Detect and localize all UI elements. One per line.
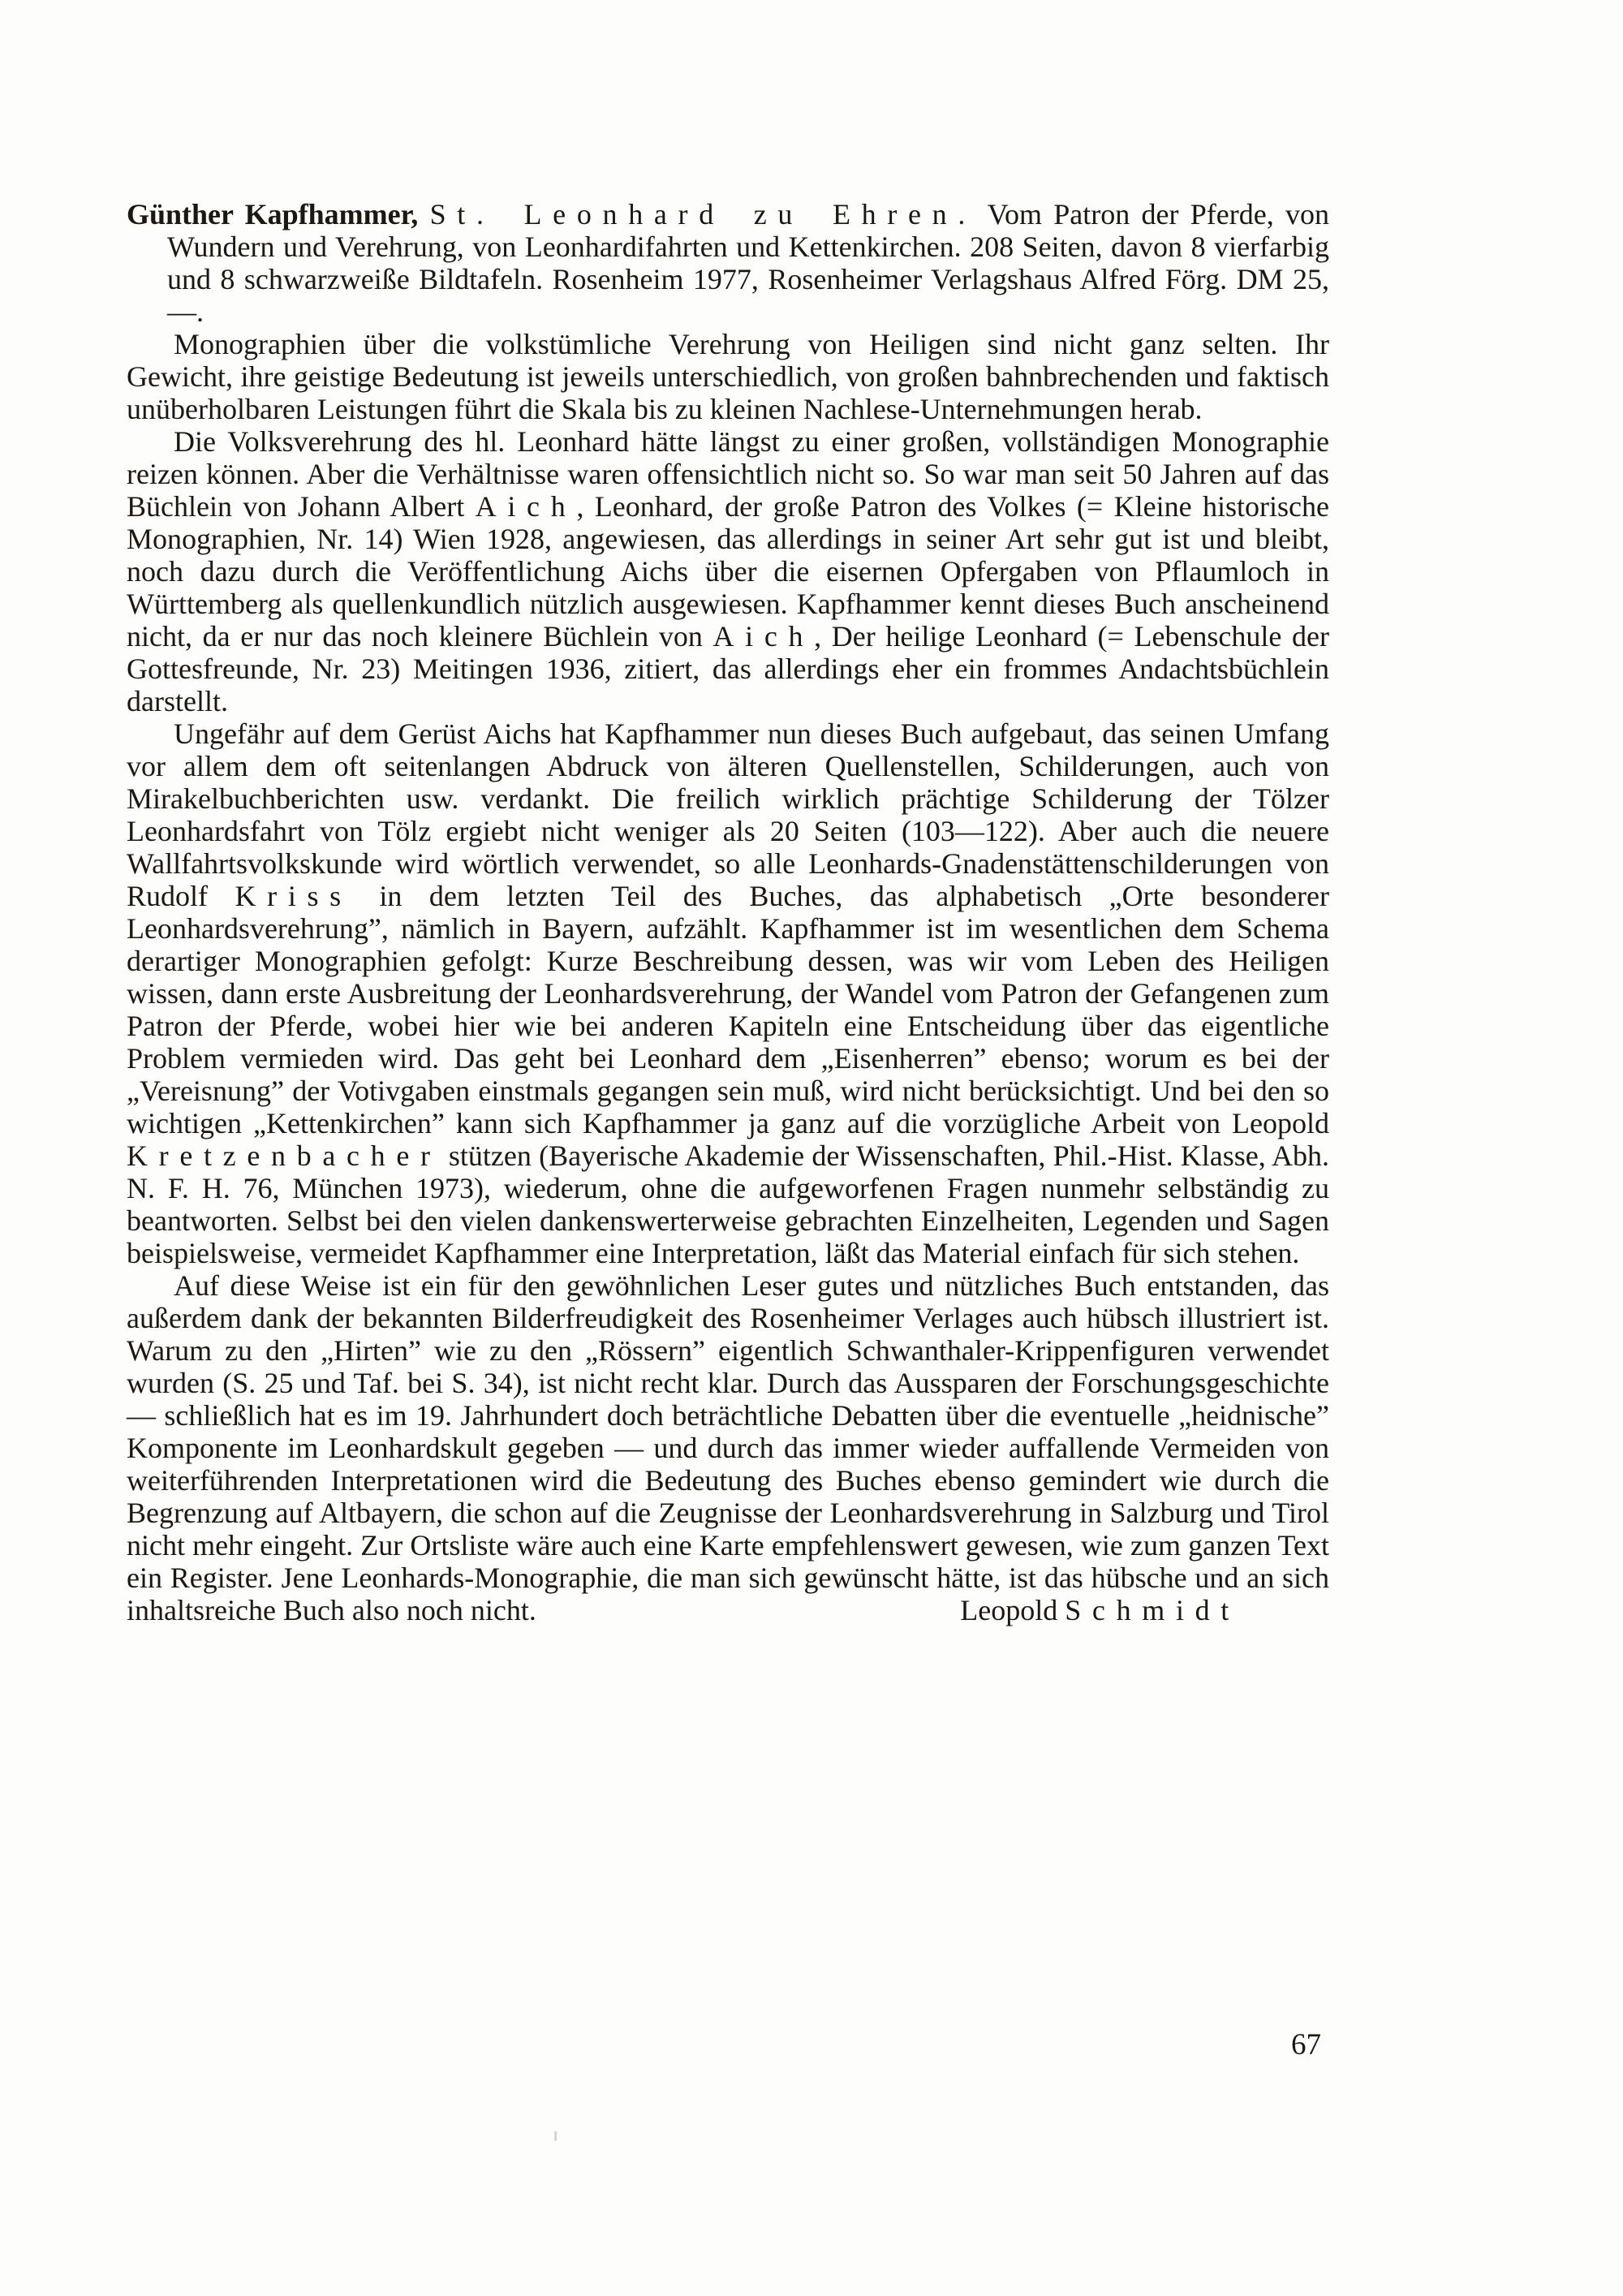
paragraph	[127, 425, 1329, 717]
review-text-block	[127, 198, 1329, 1626]
reviewer-first-name: Leopold	[960, 1594, 1065, 1626]
letterspaced-name: Aich	[475, 490, 577, 523]
author-name: Günther Kapfhammer,	[127, 198, 430, 230]
page-number: 67	[1291, 2028, 1321, 2061]
paragraph	[127, 198, 1329, 328]
letterspaced-name: Aich	[712, 620, 815, 653]
letterspaced-name: St. Leonhard zu Ehren.	[429, 198, 977, 230]
body-text: , Leonhard, der große Patron des Volkes (= Kleine historische Monographien, Nr. 14) Wien 1928, angewiesen, das allerdings in seiner Art sehr gut ist und bleibt, noch dazu durch die Veröffentlichung Aichs über die eisernen Opfergaben von Pflaumloch in Württemberg als quellenkundlich nützlich ausgewiesen. Kapfhammer kennt dieses Buch anscheinend nicht, da er nur das noch kleinere Büchlein von	[127, 490, 1330, 653]
letterspaced-name: Kriss	[235, 880, 352, 912]
body-text: Vom Patron der Pferde, von Wundern und Verehrung, von Leonhardifahrten und Kettenkirchen. 208 Seiten, davon 8 vierfarbig und 8 schwarzweiße Bildtafeln. Rosenheim 1977, Rosenheimer Verlagshaus Alfred Förg. DM 25,—.	[167, 198, 1329, 328]
scan-artifact	[554, 2131, 557, 2141]
body-text: Die Volksverehrung des hl. Leonhard hätte längst zu einer großen, vollständigen Monographie reizen können. Aber die Verhältnisse waren offensichtlich nicht so. So war man seit 50 Jahren auf das Büchlein von Johann Albert	[127, 425, 1329, 523]
body-text: Monographien über die volkstümliche Verehrung von Heiligen sind nicht ganz selten. Ihr Gewicht, ihre geistige Bedeutung ist jeweils unterschiedlich, von großen bahnbrechenden und faktisch unüberholbaren Leistungen führt die Skala bis zu kleinen Nachlese-Unternehmungen herab.	[127, 328, 1329, 425]
body-text: Auf diese Weise ist ein für den gewöhnlichen Leser gutes und nützliches Buch entstanden, das außerdem dank der bekannten Bilderfreudigkeit des Rosenheimer Verlages auch hübsch illustriert ist. Warum zu den „Hirten” wie zu den „Rössern” eigentlich Schwanthaler-Krippenfiguren verwendet wurden (S. 25 und Taf. bei S. 34), ist nicht recht klar. Durch das Aussparen der Forschungsgeschichte — schließlich hat es im 19. Jahrhundert doch beträchtliche Debatten über die eventuelle „heidnische” Komponente im Leonhardskult gegeben — und durch das immer wieder auffallende Vermeiden von weiterführenden Interpretationen wird die Bedeutung des Buches ebenso gemindert wie durch die Begrenzung auf Altbayern, die schon auf die Zeugnisse der Leonhardsverehrung in Salzburg und Tirol nicht mehr eingeht. Zur Ortsliste wäre auch eine Karte empfehlenswert gewesen, wie zum ganzen Text ein Register. Jene Leonhards-Monographie, die man sich gewünscht hätte, ist das hübsche und an sich inhaltsreiche Buch also noch nicht.	[127, 1269, 1329, 1626]
body-text: in dem letzten Teil des Buches, das alphabetisch „Orte besonderer Leonhardsverehrung”, nämlich in Bayern, aufzählt. Kapfhammer ist im wesentlichen dem Schema derartiger Monographien gefolgt: Kurze Beschreibung dessen, was wir vom Leben des Heiligen wissen, dann erste Ausbreitung der Leonhardsverehrung, der Wandel vom Patron der Gefangenen zum Patron der Pferde, wobei hier wie bei anderen Kapiteln eine Entscheidung über das eigentliche Problem vermieden wird. Das geht bei Leonhard dem „Eisenherren” ebenso; worum es bei der „Vereisnung” der Votivgaben einstmals gegangen sein muß, wird nicht berücksichtigt. Und bei den so wichtigen „Kettenkirchen” kann sich Kapfhammer ja ganz auf die vorzügliche Arbeit von Leopold	[127, 880, 1329, 1139]
body-text: , Der heilige Leonhard (= Lebenschule der Gottesfreunde, Nr. 23) Meitingen 1936, zitiert, das allerdings eher ein frommes Andachtsbüchlein darstellt.	[127, 620, 1329, 717]
body-text: stützen (Bayerische Akademie der Wissenschaften, Phil.-Hist. Klasse, Abh. N. F. H. 76, München 1973), wiederum, ohne die aufgeworfenen Fragen nunmehr selbständig zu beantworten. Selbst bei den vielen dankenswerterweise gebrachten Einzelheiten, Legenden und Sagen beispielsweise, vermeidet Kapfhammer eine Interpretation, läßt das Material einfach für sich stehen.	[127, 1139, 1329, 1269]
paragraph	[127, 717, 1329, 1269]
paragraph	[127, 328, 1329, 425]
reviewer-last-name: Schmidt	[1065, 1594, 1240, 1626]
paragraph	[127, 1269, 1329, 1626]
book-review	[127, 198, 1329, 1626]
body-text: Ungefähr auf dem Gerüst Aichs hat Kapfhammer nun dieses Buch aufgebaut, das seinen Umfang vor allem dem oft seitenlangen Abdruck von älteren Quellenstellen, Schilderungen, auch von Mirakelbuchberichten usw. verdankt. Die freilich wirklich prächtige Schilderung der Tölzer Leonhardsfahrt von Tölz ergiebt nicht weniger als 20 Seiten (103—122). Aber auch die neuere Wallfahrtsvolkskunde wird wörtlich verwendet, so alle Leonhards-Gnadenstättenschilderungen von Rudolf	[127, 717, 1329, 912]
letterspaced-name: Kretzenbacher	[127, 1139, 441, 1172]
